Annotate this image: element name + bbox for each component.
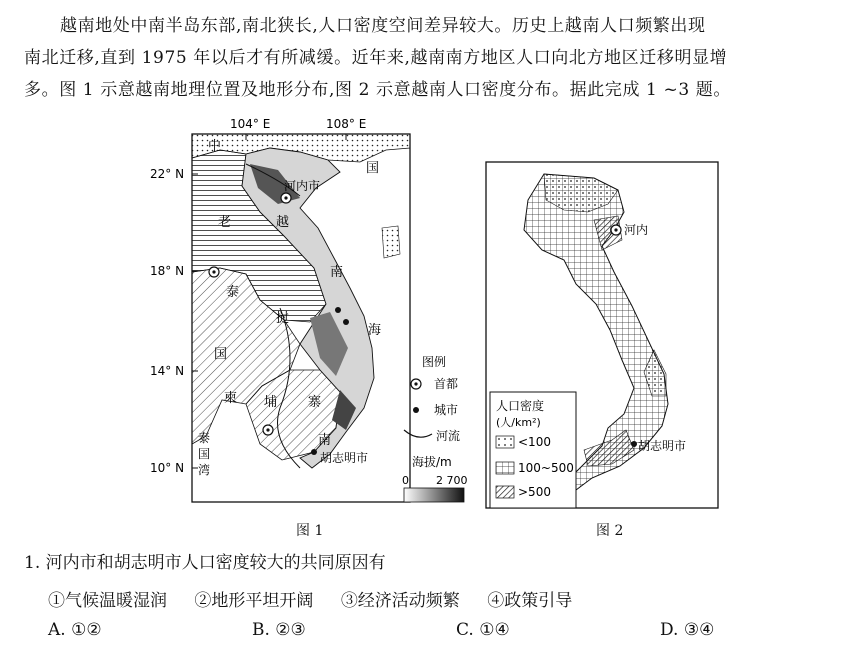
lon-label-104: 104° E [230, 117, 271, 131]
label-gulf-1: 泰 [198, 431, 211, 445]
lat-label-18: 18° N [150, 264, 185, 278]
fig2-legend-low: <100 [518, 435, 551, 449]
density-high-swatch [496, 486, 514, 498]
label-guo: 国 [366, 161, 380, 176]
city-icon [413, 407, 419, 413]
density-low-swatch [496, 436, 514, 448]
label-zhai: 寨 [308, 395, 322, 410]
choice-c[interactable]: C. ①④ [456, 620, 510, 640]
legend-river: 河流 [436, 429, 461, 443]
legend-elevation: 海拔/m [412, 455, 452, 469]
label-yue: 越 [276, 215, 290, 230]
intro-paragraph [24, 10, 836, 106]
density-mid-swatch [496, 462, 514, 474]
label-gulf-2: 国 [198, 447, 211, 461]
intro-line-2: 南北迁移,直到 1975 年以后才有所减缓。近年来,越南南方地区人口向北方地区迁移明显增 [24, 48, 728, 68]
label-tai: 泰 [226, 285, 240, 300]
label-tai-guo: 国 [214, 347, 228, 362]
label-hanoi: 河内市 [284, 179, 321, 193]
figure-1-caption: 图 1 [296, 523, 324, 539]
question-item-3: ③经济活动频繁 [340, 591, 460, 611]
legend-title: 图例 [422, 355, 447, 369]
lat-label-22: 22° N [150, 167, 185, 181]
fig2-legend-mid: 100~500 [518, 461, 574, 475]
label-jian: 柬 [224, 391, 238, 406]
figure-1-map [150, 108, 480, 528]
question-1: 1. 河内市和胡志明市人口密度较大的共同原因有 [24, 553, 386, 573]
question-items [48, 586, 594, 611]
label-hcm: 胡志明市 [320, 451, 369, 465]
question-item-2: ②地形平坦开阔 [194, 591, 314, 611]
label-hai: 海 [368, 323, 382, 338]
label-wo: 挝 [276, 311, 290, 326]
question-item-1: ①气候温暖湿润 [48, 591, 167, 611]
label-zhong: 中 [208, 139, 222, 154]
figure-2-map [484, 160, 722, 512]
fig2-legend-title: 人口密度 [496, 399, 545, 413]
intro-line-1: 越南地处中南半岛东部,南北狭长,人口密度空间差异较大。历史上越南人口频繁出现 [60, 16, 706, 36]
label-gulf-3: 湾 [198, 463, 211, 477]
legend-capital: 首都 [434, 377, 459, 391]
legend-elev-min: 0 [402, 474, 409, 487]
lat-label-10: 10° N [150, 461, 185, 475]
legend-city: 城市 [434, 403, 459, 417]
legend-elev-max: 2 700 [436, 474, 468, 487]
choice-b[interactable]: B. ②③ [252, 620, 306, 640]
choice-d[interactable]: D. ③④ [660, 620, 715, 640]
fig2-label-hcm: 胡志明市 [638, 439, 687, 453]
intro-line-3: 多。图 1 示意越南地理位置及地形分布,图 2 示意越南人口密度分布。据此完成 1 ~3 题。 [24, 80, 731, 100]
elevation-scale [404, 488, 464, 502]
fig2-label-hanoi: 河内 [624, 223, 649, 237]
label-nan: 南 [330, 265, 344, 280]
fig2-legend-unit: (人/km²) [496, 416, 541, 429]
label-lao: 老 [218, 215, 232, 230]
fig2-legend-high: >500 [518, 485, 551, 499]
question-item-4: ④政策引导 [487, 591, 573, 611]
choice-a[interactable]: A. ①② [48, 620, 102, 640]
label-pu: 埔 [264, 395, 278, 410]
lat-label-14: 14° N [150, 364, 185, 378]
label-nan-sea: 南 [318, 433, 332, 448]
lon-label-108: 108° E [326, 117, 367, 131]
figure-2-caption: 图 2 [596, 523, 624, 539]
